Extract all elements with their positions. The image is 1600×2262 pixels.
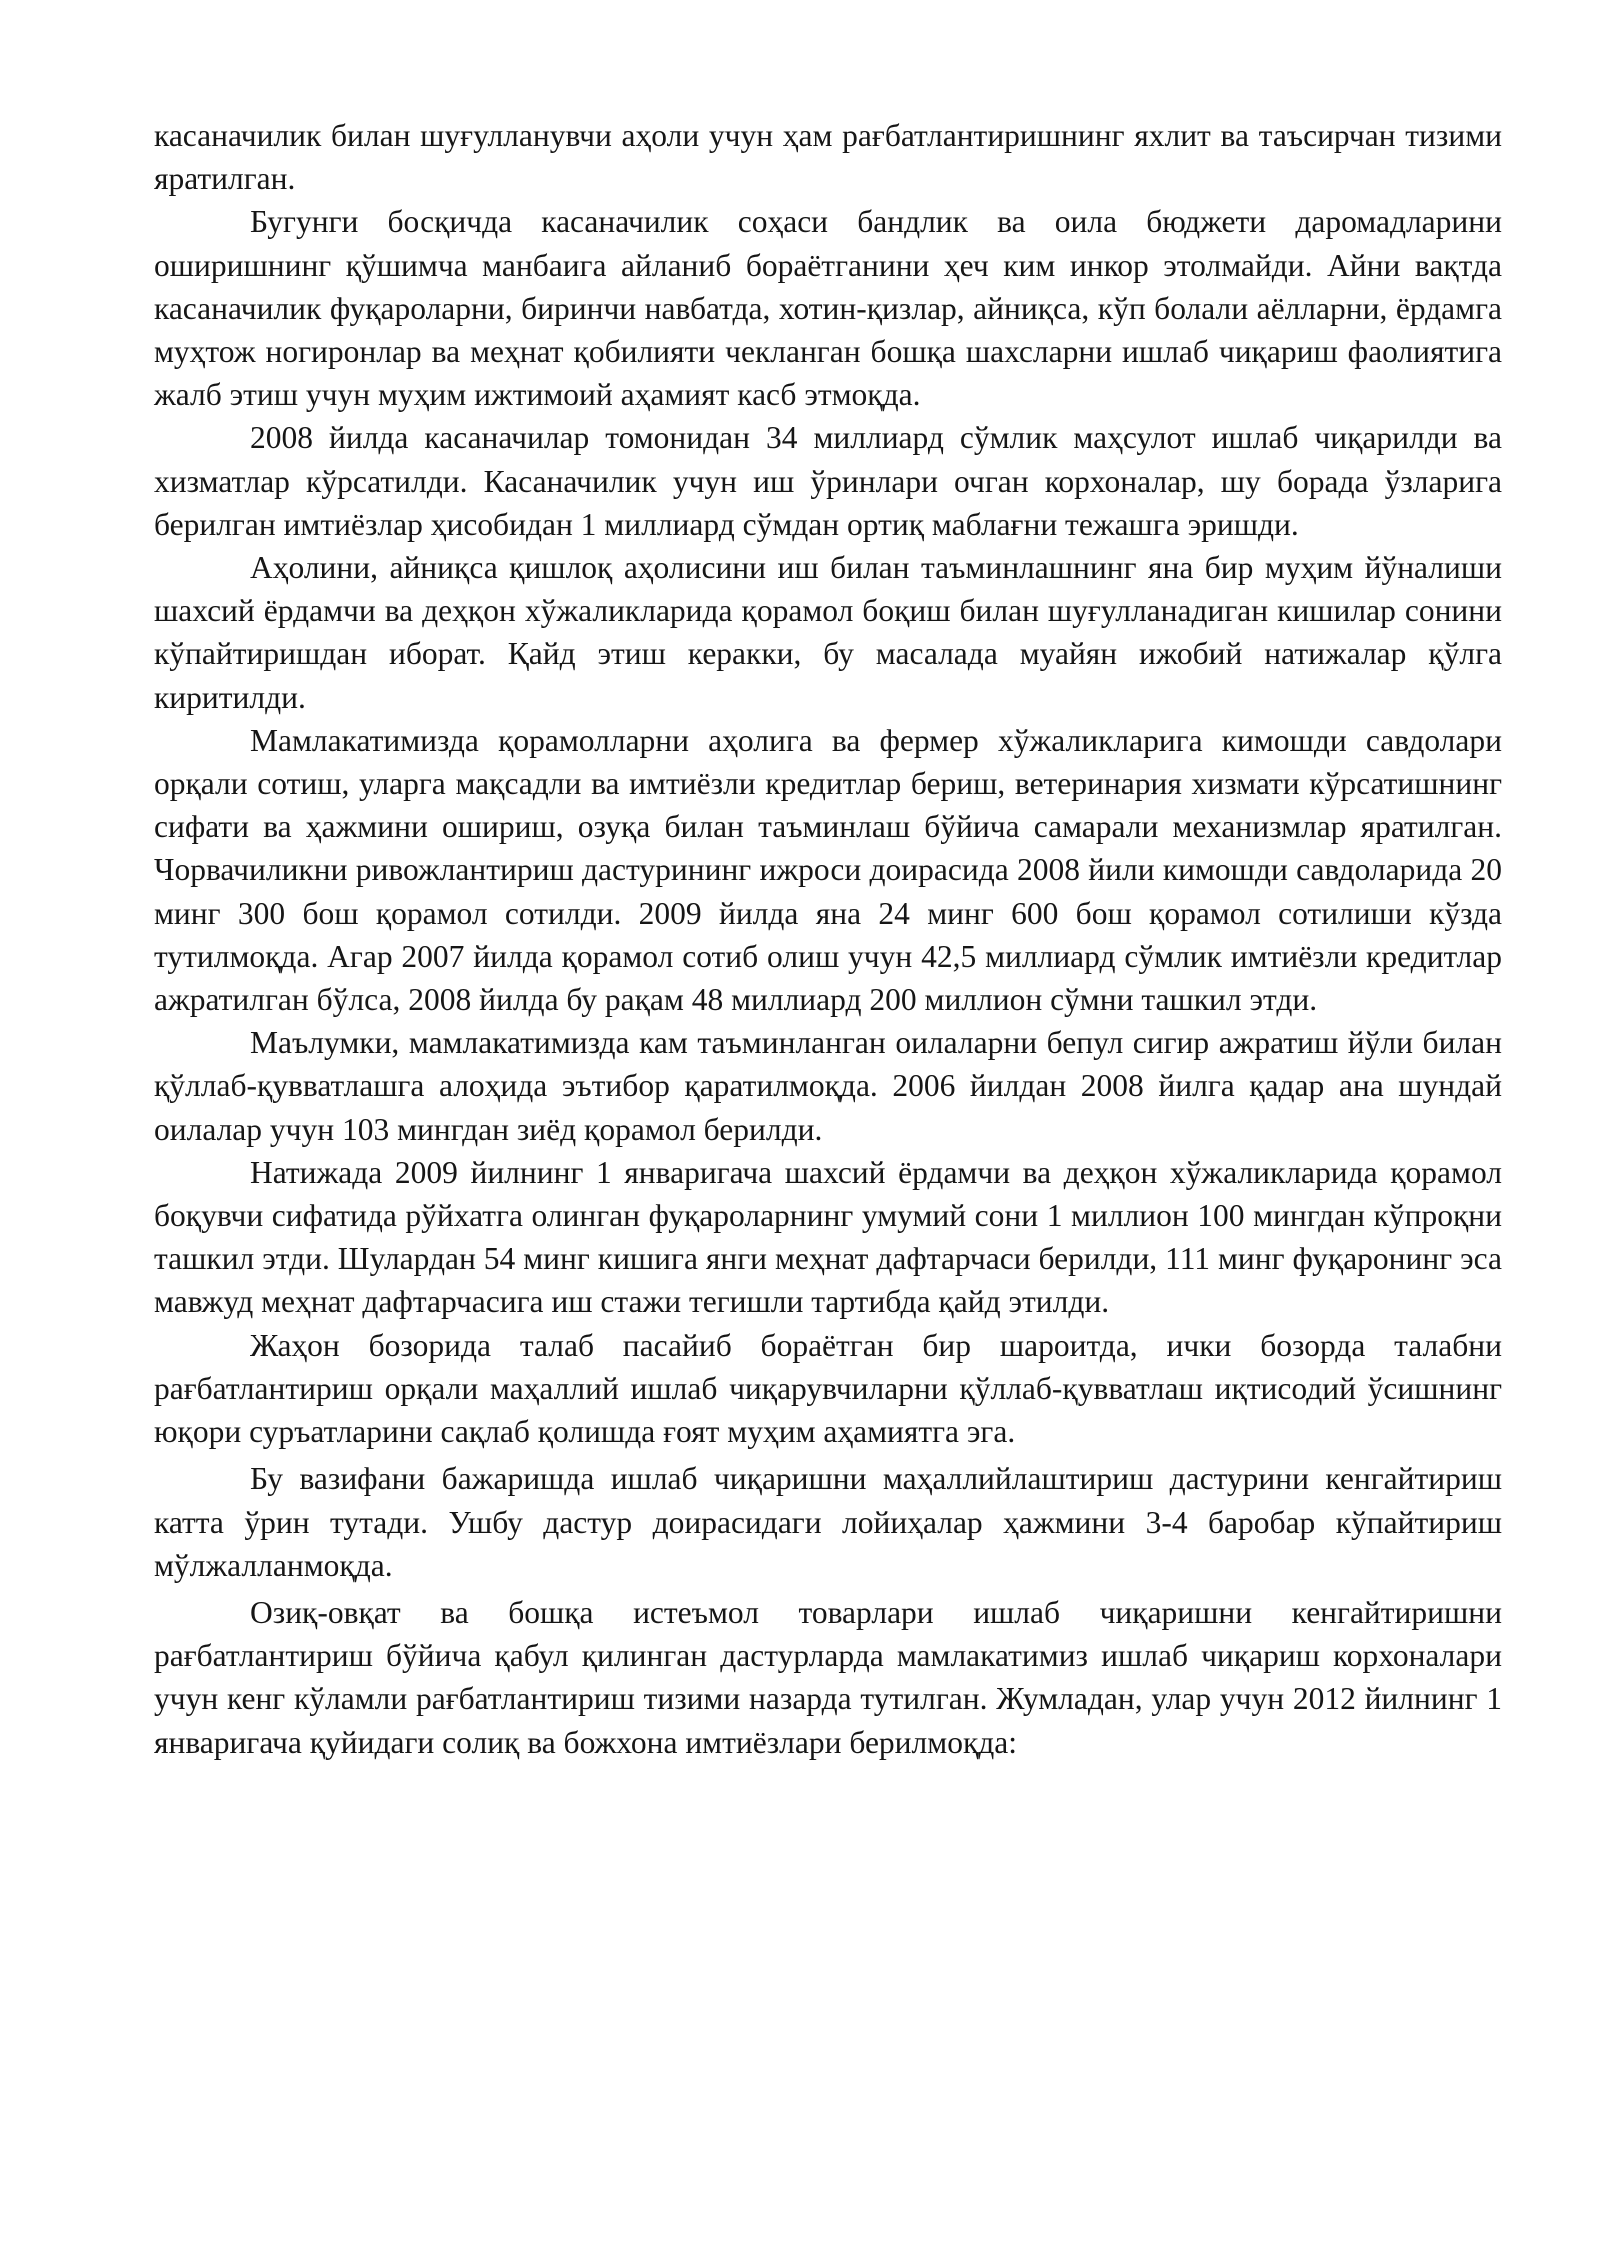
paragraph-rural-employment: Аҳолини, айниқса қишлоқ аҳолисини иш билан таъминлашнинг яна бир муҳим йўналиши шахсий ёрдамчи ва деҳқон хўжаликларида қорамол боқиш билан шуғулланадиган кишилар сонини кўпайтиришдан иборат. Қайд этиш керакки, бу масалада муайян ижобий натижалар қўлга киритилди. bbox=[154, 550, 1502, 715]
paragraph-consumer-goods-incentives: Озиқ-овқат ва бошқа истеъмол товарлари ишлаб чиқаришни кенгайтиришни рағбатлантириш бўйича қабул қилинган дастурларда мамлакатимиз ишлаб чиқариш корхоналари учун кенг кўламли рағбатлантириш тизими назарда тутилган. Жумладан, улар учун 2012 йилнинг 1 январигача қуйидаги солиқ ва божхона имтиёзлари берилмоқда: bbox=[154, 1594, 1502, 1760]
paragraph-free-cows: Маълумки, мамлакатимизда кам таъминланган оилаларни бепул сигир ажратиш йўли билан қўллаб-қувватлашга алоҳида эътибор қаратилмоқда. 2006 йилдан 2008 йилга қадар ана шундай оилалар учун 103 мингдан зиёд қорамол берилди. bbox=[154, 1025, 1502, 1147]
paragraph-cattle-auctions: Мамлакатимизда қорамолларни аҳолига ва фермер хўжаликларига кимошди савдолари орқали сотиш, уларга мақсадли ва имтиёзли кредитлар бериш, ветеринария хизмати кўрсатишнинг сифати ва ҳажмини ошириш, озуқа билан таъминлаш бўйича самарали механизмлар яратилган. Чорвачиликни ривожлантириш дастурининг ижроси доирасида 2008 йили кимошди савдоларида 20 минг 300 бош қорамол сотилди. 2009 йилда яна 24 минг 600 бош қорамол сотилиши кўзда тутилмоқда. Агар 2007 йилда қорамол сотиб олиш учун 42,5 миллиард сўмлик имтиёзли кредитлар ажратилган бўлса, 2008 йилда бу рақам 48 миллиард 200 миллион сўмни ташкил этди. bbox=[154, 722, 1502, 1018]
document-body bbox=[154, 114, 1502, 1764]
paragraph-results-2009: Натижада 2009 йилнинг 1 январигача шахсий ёрдамчи ва деҳқон хўжаликларида қорамол боқувчи сифатида рўйхатга олинган фуқароларнинг умумий сони 1 миллион 100 мингдан кўпроқни ташкил этди. Шулардан 54 минг кишига янги меҳнат дафтарчаси берилди, 111 минг фуқаронинг эса мавжуд меҳнат дафтарчасига иш стажи тегишли тартибда қайд этилди. bbox=[154, 1154, 1502, 1320]
paragraph-localization-program: Бу вазифани бажаришда ишлаб чиқаришни маҳаллийлаштириш дастурини кенгайтириш катта ўрин тутади. Ушбу дастур доирасидаги лойиҳалар ҳажмини 3-4 баробар кўпайтириш мўлжалланмоқда. bbox=[154, 1461, 1502, 1583]
paragraph-home-work-importance: Бугунги босқичда касаначилик соҳаси бандлик ва оила бюджети даромадларини оширишнинг қўшимча манбаига айланиб бораётганини ҳеч ким инкор этолмайди. Айни вақтда касаначилик фуқароларни, биринчи навбатда, хотин-қизлар, айниқса, кўп болали аёлларни, ёрдамга муҳтож ногиронлар ва меҳнат қобилияти чекланган бошқа шахсларни ишлаб чиқариш фаолиятига жалб этиш учун муҳим ижтимоий аҳамият касб этмоқда. bbox=[154, 204, 1502, 413]
paragraph-continuation: касаначилик билан шуғулланувчи аҳоли учун ҳам рағбатлантиришнинг яхлит ва таъсирчан тизими яратилган. bbox=[154, 118, 1502, 197]
paragraph-2008-home-workers: 2008 йилда касаначилар томонидан 34 миллиард сўмлик маҳсулот ишлаб чиқарилди ва хизматлар кўрсатилди. Касаначилик учун иш ўринлари очган корхоналар, шу борада ўзларига берилган имтиёзлар ҳисобидан 1 миллиард сўмдан ортиқ маблағни тежашга эришди. bbox=[154, 420, 1502, 542]
paragraph-domestic-demand: Жаҳон бозорида талаб пасайиб бораётган бир шароитда, ички бозорда талабни рағбатлантириш орқали маҳаллий ишлаб чиқарувчиларни қўллаб-қувватлаш иқтисодий ўсишнинг юқори суръатларини сақлаб қолишда ғоят муҳим аҳамиятга эга. bbox=[154, 1327, 1502, 1450]
